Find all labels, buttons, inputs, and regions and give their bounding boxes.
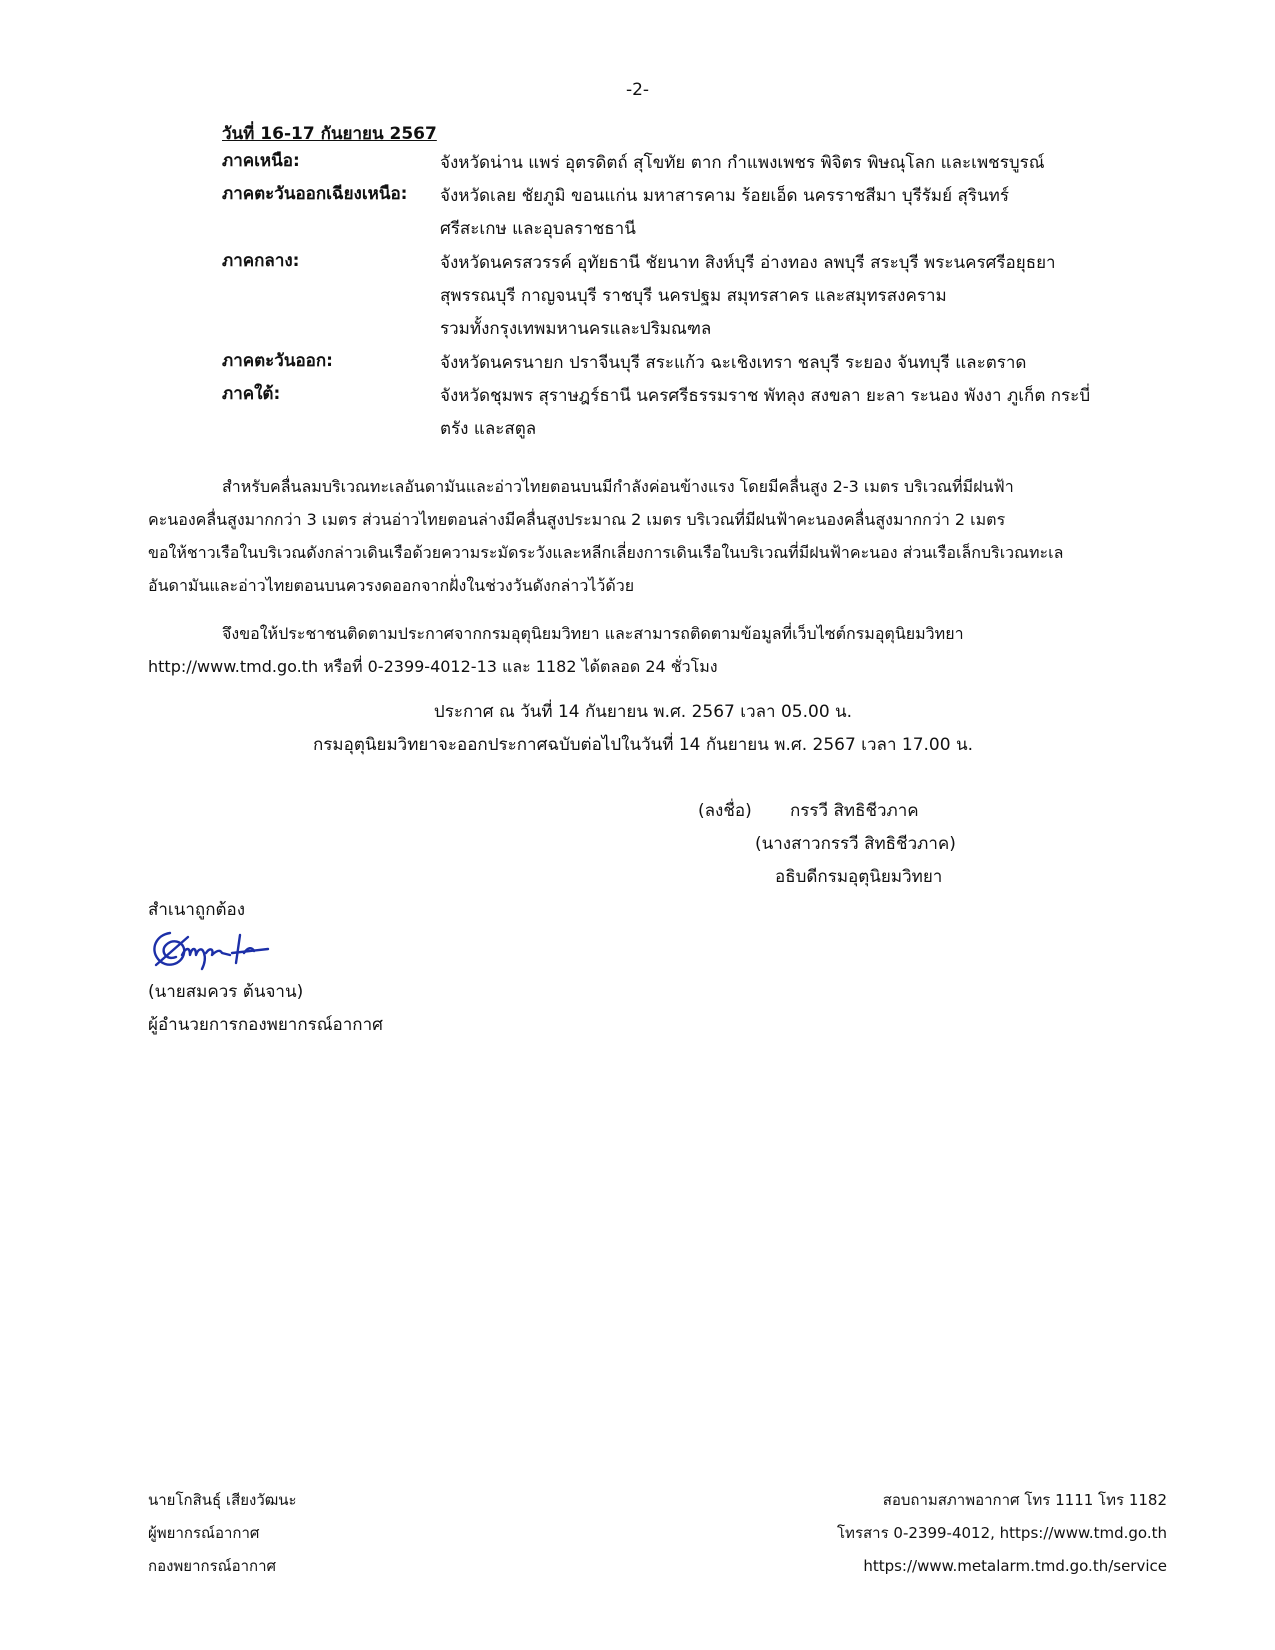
date-heading: วันที่ 16-17 กันยายน 2567 <box>222 124 437 144</box>
paragraph-line: คะนองคลื่นสูงมากกว่า 3 เมตร ส่วนอ่าวไทยตอนล่างมีคลื่นสูงประมาณ 2 เมตร บริเวณที่มีฝนฟ้าคะนองคลื่นสูงมากกว่า 2 เมตร <box>148 510 1006 529</box>
region-label: ภาคกลาง: <box>222 251 300 271</box>
region-central <box>222 247 1127 346</box>
certified-copy-name: (นายสมควร ต้นจาน) <box>148 982 304 1002</box>
region-text-line: จังหวัดเลย ชัยภูมิ ขอนแก่น มหาสารคาม ร้อยเอ็ด นครราชสีมา บุรีรัมย์ สุรินทร์ <box>440 186 1009 206</box>
paragraph-line: ขอให้ชาวเรือในบริเวณดังกล่าวเดินเรือด้วยความระมัดระวังและหลีกเลี่ยงการเดินเรือในบริเวณที่มีฝนฟ้าคะนอง ส่วนเรือเล็กบริเวณทะเล <box>148 543 1064 562</box>
footer-forecaster <box>148 1484 297 1583</box>
region-east <box>222 347 1127 380</box>
footer-line: ผู้พยากรณ์อากาศ <box>148 1524 260 1542</box>
region-text-line: จังหวัดนครสวรรค์ อุทัยธานี ชัยนาท สิงห์บุรี อ่างทอง ลพบุรี สระบุรี พระนครศรีอยุธยา <box>440 253 1056 273</box>
region-text-line: ตรัง และสตูล <box>440 419 537 439</box>
signed-position: อธิบดีกรมอุตุนิยมวิทยา <box>775 867 943 887</box>
region-text-line: จังหวัดนครนายก ปราจีนบุรี สระแก้ว ฉะเชิงเทรา ชลบุรี ระยอง จันทบุรี และตราด <box>440 353 1027 373</box>
region-text-line: จังหวัดน่าน แพร่ อุตรดิตถ์ สุโขทัย ตาก กำแพงเพชร พิจิตร พิษณุโลก และเพชรบูรณ์ <box>440 153 1045 173</box>
region-label: ภาคตะวันออก: <box>222 351 333 371</box>
follow-paragraph <box>148 617 1128 683</box>
wave-paragraph <box>148 470 1128 602</box>
region-north <box>222 147 1127 180</box>
handwritten-signature <box>148 925 278 975</box>
region-text-line: จังหวัดชุมพร สุราษฎร์ธานี นครศรีธรรมราช พัทลุง สงขลา ยะลา ระนอง พังงา ภูเก็ต กระบี่ <box>440 386 1091 406</box>
paragraph-line: อันดามันและอ่าวไทยตอนบนควรงดออกจากฝั่งในช่วงวันดังกล่าวไว้ด้วย <box>148 576 635 595</box>
region-text-line: สุพรรณบุรี กาญจนบุรี ราชบุรี นครปฐม สมุทรสาคร และสมุทรสงคราม <box>440 286 947 306</box>
region-label: ภาคเหนือ: <box>222 151 300 171</box>
region-text-line: รวมทั้งกรุงเทพมหานครและปริมณฑล <box>440 319 712 339</box>
footer-line: สอบถามสภาพอากาศ โทร 1111 โทร 1182 <box>882 1491 1167 1509</box>
paragraph-line: http://www.tmd.go.th หรือที่ 0-2399-4012-13 และ 1182 ได้ตลอด 24 ชั่วโมง <box>148 657 718 676</box>
signed-name: กรรวี สิทธิชีวภาค <box>790 801 919 821</box>
footer-line: โทรสาร 0-2399-4012, https://www.tmd.go.th <box>837 1524 1167 1542</box>
signed-prefix: (ลงชื่อ) <box>698 801 752 821</box>
next-announcement: กรมอุตุนิยมวิทยาจะออกประกาศฉบับต่อไปในวันที่ 14 กันยายน พ.ศ. 2567 เวลา 17.00 น. <box>312 735 973 755</box>
certified-copy-position: ผู้อำนวยการกองพยากรณ์อากาศ <box>148 1015 383 1035</box>
region-label: ภาคใต้: <box>222 384 281 404</box>
region-northeast <box>222 180 1127 246</box>
region-label: ภาคตะวันออกเฉียงเหนือ: <box>222 184 408 204</box>
footer-contact <box>837 1484 1167 1583</box>
page-number: -2- <box>625 80 650 100</box>
certified-copy-label: สำเนาถูกต้อง <box>148 900 246 920</box>
footer-line: https://www.metalarm.tmd.go.th/service <box>863 1557 1167 1575</box>
paragraph-line: สำหรับคลื่นลมบริเวณทะเลอันดามันและอ่าวไทยตอนบนมีกำลังค่อนข้างแรง โดยมีคลื่นสูง 2-3 เมตร บริเวณที่มีฝนฟ้า <box>222 477 1014 496</box>
footer-line: กองพยากรณ์อากาศ <box>148 1557 277 1575</box>
region-text-line: ศรีสะเกษ และอุบลราชธานี <box>440 219 636 239</box>
region-south <box>222 380 1127 446</box>
footer-line: นายโกสินธุ์ เสียงวัฒนะ <box>148 1491 297 1509</box>
announced-date: ประกาศ ณ วันที่ 14 กันยายน พ.ศ. 2567 เวลา 05.00 น. <box>433 702 853 722</box>
paragraph-line: จึงขอให้ประชาชนติดตามประกาศจากกรมอุตุนิยมวิทยา และสามารถติดตามข้อมูลที่เว็บไซต์กรมอุตุนิยมวิทยา <box>222 624 964 643</box>
signed-full-name: (นางสาวกรรวี สิทธิชีวภาค) <box>755 834 956 854</box>
